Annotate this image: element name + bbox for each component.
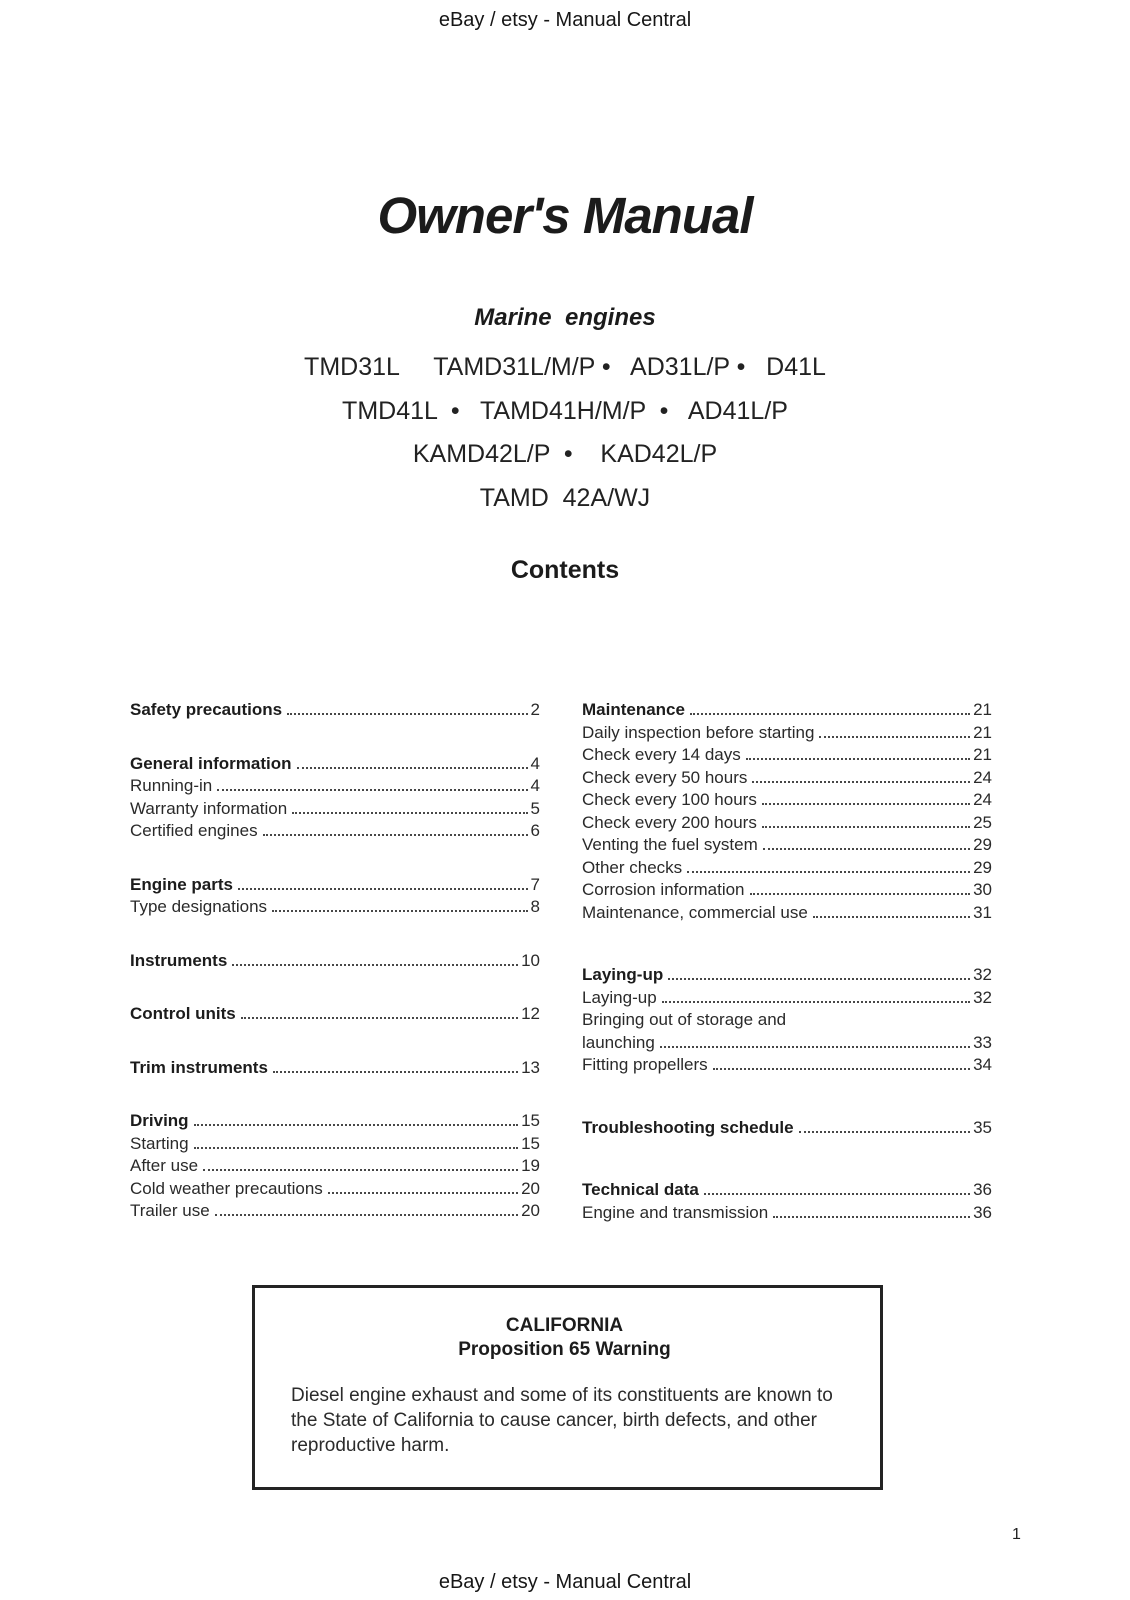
- toc-entry: [582, 1179, 992, 1202]
- toc-entry-page: 32: [973, 965, 992, 984]
- toc-entry-label: Certified engines: [130, 821, 258, 840]
- toc-entry: [582, 1054, 992, 1077]
- toc-entry-page: 21: [973, 700, 992, 719]
- toc-entry: [130, 699, 540, 722]
- toc-entry-page: 20: [521, 1178, 540, 1198]
- toc-entry-page: 4: [530, 753, 540, 773]
- toc-dot-leader: [662, 1001, 970, 1003]
- toc-entry-label: Daily inspection before starting: [582, 722, 815, 742]
- toc-entry-label: Troubleshooting schedule: [582, 1117, 794, 1137]
- toc-entry: [582, 902, 992, 925]
- toc-entry: [582, 1009, 992, 1032]
- toc-entry-page: 6: [530, 821, 540, 840]
- toc-group: [130, 699, 540, 722]
- toc-entry-page: 30: [973, 880, 992, 899]
- toc-entry: [130, 1155, 540, 1178]
- toc-entry-page: 13: [521, 1057, 540, 1077]
- toc-entry-page: 8: [530, 897, 540, 916]
- toc-dot-leader: [660, 1046, 970, 1048]
- toc-entry-label: Check every 50 hours: [582, 767, 748, 787]
- toc-entry-label: Check every 100 hours: [582, 790, 757, 809]
- toc-entry-page: 24: [973, 767, 992, 787]
- toc-dot-leader: [799, 1131, 971, 1133]
- toc-entry-label: After use: [130, 1156, 199, 1175]
- toc-entry: [582, 1032, 992, 1055]
- toc-dot-leader: [762, 826, 970, 828]
- toc-entry-label: Other checks: [582, 857, 683, 877]
- footer-watermark: eBay / etsy - Manual Central: [438, 1571, 692, 1593]
- toc-group: [130, 1057, 540, 1080]
- toc-dot-leader: [704, 1193, 970, 1195]
- toc-dot-leader: [750, 893, 971, 895]
- toc-entry-label: Check every 14 days: [582, 745, 741, 764]
- toc-entry-label: Instruments: [130, 950, 228, 970]
- toc-entry-label: Maintenance: [582, 700, 685, 719]
- toc-entry-page: 24: [973, 790, 992, 809]
- toc-dot-leader: [328, 1192, 518, 1194]
- toc-entry: [130, 798, 540, 821]
- toc-entry-label: Starting: [130, 1133, 189, 1153]
- toc-column-right: [582, 699, 992, 1224]
- toc-dot-leader: [713, 1068, 970, 1070]
- toc-entry-page: 29: [973, 835, 992, 854]
- toc-entry: [582, 744, 992, 767]
- toc-dot-leader: [263, 834, 528, 836]
- toc-dot-leader: [287, 713, 527, 715]
- toc-dot-leader: [217, 789, 527, 791]
- toc-entry-label: Trailer use: [130, 1201, 210, 1220]
- toc-entry: [582, 964, 992, 987]
- toc-dot-leader: [690, 713, 970, 715]
- toc-entry: [582, 699, 992, 722]
- header-watermark: eBay / etsy - Manual Central: [438, 9, 692, 31]
- toc-dot-leader: [272, 910, 527, 912]
- toc-group: [130, 874, 540, 919]
- toc-entry-page: 36: [973, 1202, 992, 1222]
- toc-entry-label: launching: [582, 1032, 655, 1052]
- toc-entry-label: Fitting propellers: [582, 1055, 708, 1074]
- toc-entry-label: Check every 200 hours: [582, 812, 757, 832]
- toc-group: [130, 1110, 540, 1223]
- toc-entry-page: 5: [530, 798, 540, 818]
- table-of-contents: [130, 699, 992, 1224]
- toc-entry-page: 35: [973, 1117, 992, 1137]
- toc-entry: [130, 1110, 540, 1133]
- engine-model-list: [0, 346, 1130, 520]
- toc-entry: [130, 1133, 540, 1156]
- warning-box-body: Diesel engine exhaust and some of its constituents are known to the State of California to cause cancer, birth defects, and other reproductive harm.: [291, 1385, 833, 1456]
- toc-dot-leader: [232, 964, 518, 966]
- toc-entry-label: Control units: [130, 1004, 236, 1023]
- toc-entry-label: Laying-up: [582, 965, 664, 984]
- toc-dot-leader: [763, 848, 970, 850]
- toc-entry: [582, 879, 992, 902]
- toc-entry-page: 12: [521, 1004, 540, 1023]
- engine-model-line: TMD31L TAMD31L/M/P • AD31L/P • D41L: [304, 353, 826, 381]
- toc-dot-leader: [292, 812, 527, 814]
- toc-group: [130, 1003, 540, 1026]
- toc-entry: [130, 1200, 540, 1223]
- toc-entry: [582, 987, 992, 1010]
- toc-entry-label: Driving: [130, 1111, 189, 1130]
- toc-dot-leader: [297, 767, 528, 769]
- toc-entry-label: Maintenance, commercial use: [582, 902, 808, 922]
- toc-entry-label: Type designations: [130, 897, 268, 916]
- toc-entry-page: 19: [521, 1156, 540, 1175]
- toc-entry-page: 36: [973, 1180, 992, 1199]
- warning-box-heading: [291, 1314, 838, 1362]
- toc-entry-page: 34: [973, 1055, 992, 1074]
- document-title: Owner's Manual: [377, 187, 753, 244]
- toc-entry-page: 29: [973, 857, 992, 877]
- toc-entry: [130, 775, 540, 798]
- toc-dot-leader: [194, 1124, 519, 1126]
- toc-entry: [582, 789, 992, 812]
- toc-entry-page: 25: [973, 812, 992, 832]
- toc-entry-label: Laying-up: [582, 987, 657, 1007]
- toc-entry-label: Warranty information: [130, 798, 288, 818]
- toc-entry: [582, 1117, 992, 1140]
- toc-dot-leader: [746, 758, 970, 760]
- toc-entry: [582, 722, 992, 745]
- toc-entry-page: 33: [973, 1032, 992, 1052]
- toc-group: [130, 753, 540, 843]
- toc-entry-label: Venting the fuel system: [582, 835, 758, 854]
- toc-dot-leader: [194, 1147, 518, 1149]
- toc-entry: [582, 857, 992, 880]
- toc-entry: [130, 820, 540, 843]
- toc-dot-leader: [819, 736, 970, 738]
- toc-entry-page: 31: [973, 902, 992, 922]
- toc-group: [582, 1117, 992, 1140]
- toc-dot-leader: [687, 871, 970, 873]
- toc-entry-page: 21: [973, 722, 992, 742]
- toc-entry-page: 15: [521, 1133, 540, 1153]
- toc-entry-page: 2: [530, 700, 540, 719]
- toc-entry: [130, 896, 540, 919]
- toc-entry-label: Safety precautions: [130, 700, 283, 719]
- toc-entry: [582, 1202, 992, 1225]
- toc-entry-page: 32: [973, 987, 992, 1007]
- toc-dot-leader: [203, 1169, 518, 1171]
- toc-dot-leader: [215, 1214, 518, 1216]
- toc-dot-leader: [238, 888, 528, 890]
- toc-entry: [582, 767, 992, 790]
- toc-dot-leader: [773, 1216, 970, 1218]
- toc-group: [582, 964, 992, 1077]
- toc-entry: [130, 950, 540, 973]
- engine-model-line: TMD41L • TAMD41H/M/P • AD41L/P: [342, 396, 788, 425]
- toc-entry: [582, 812, 992, 835]
- toc-entry-label: Corrosion information: [582, 880, 745, 899]
- toc-entry: [130, 1057, 540, 1080]
- toc-entry: [130, 753, 540, 776]
- toc-dot-leader: [813, 916, 970, 918]
- engines-subtitle: Marine engines: [474, 304, 656, 331]
- toc-entry-label: Engine and transmission: [582, 1202, 769, 1222]
- toc-column-left: [130, 699, 540, 1224]
- toc-dot-leader: [668, 978, 970, 980]
- toc-dot-leader: [241, 1017, 518, 1019]
- toc-entry-label: Engine parts: [130, 874, 233, 894]
- toc-entry: [130, 1178, 540, 1201]
- toc-dot-leader: [273, 1071, 518, 1073]
- engine-model-line: TAMD 42A/WJ: [479, 483, 651, 512]
- contents-heading: Contents: [510, 556, 620, 584]
- toc-entry-label: General information: [130, 753, 292, 773]
- toc-group: [582, 699, 992, 924]
- toc-entry-page: 10: [521, 950, 540, 970]
- toc-entry-page: 20: [521, 1201, 540, 1220]
- california-warning-box: [252, 1285, 883, 1490]
- toc-entry-page: 7: [530, 874, 540, 894]
- warning-heading-line1: CALIFORNIA: [505, 1315, 624, 1336]
- page-number: 1: [1012, 1526, 1021, 1543]
- toc-entry-label: Running-in: [130, 776, 213, 795]
- toc-entry-page: 21: [973, 745, 992, 764]
- toc-entry: [130, 1003, 540, 1026]
- toc-dot-leader: [762, 803, 970, 805]
- toc-entry-label: Technical data: [582, 1180, 699, 1199]
- toc-entry: [130, 874, 540, 897]
- toc-dot-leader: [752, 781, 970, 783]
- engine-model-line: KAMD42L/P • KAD42L/P: [412, 440, 718, 468]
- toc-entry-label: Bringing out of storage and: [582, 1010, 787, 1029]
- toc-entry-label: Cold weather precautions: [130, 1178, 323, 1198]
- toc-entry-page: 15: [521, 1111, 540, 1130]
- toc-entry-label: Trim instruments: [130, 1057, 268, 1077]
- warning-heading-line2: Proposition 65 Warning: [458, 1339, 671, 1360]
- toc-group: [582, 1179, 992, 1224]
- toc-group: [130, 950, 540, 973]
- toc-entry-page: 4: [530, 776, 540, 795]
- toc-entry: [582, 834, 992, 857]
